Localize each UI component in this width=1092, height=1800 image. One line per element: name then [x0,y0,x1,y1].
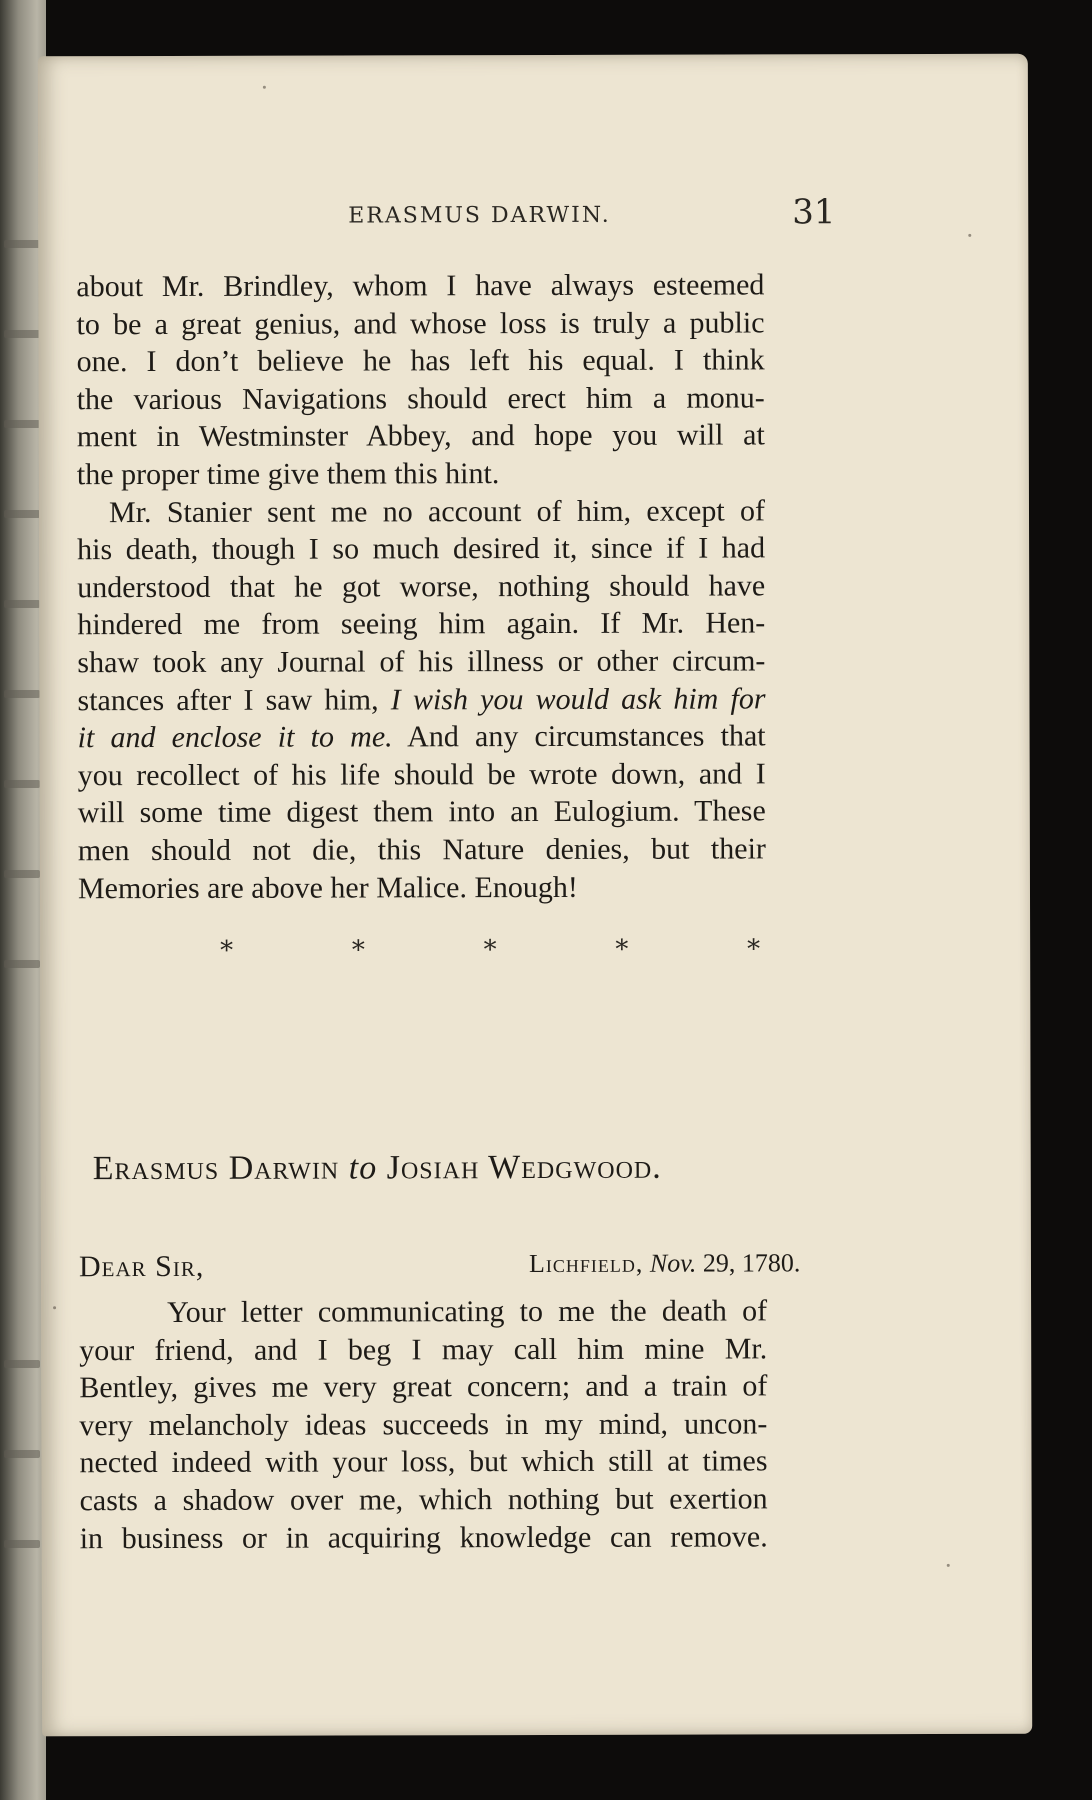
page-number: 31 [792,192,836,233]
letter-body [79,1292,768,1557]
letter-sender: Erasmus Darwin [92,1149,340,1188]
text-line: Your letter communicating to me the death of [167,1294,768,1329]
paper-speck [968,234,971,237]
text-line: the various Navigations should erect him a monu- [76,381,765,416]
separator-asterisk: * [220,935,234,966]
text-line: Bentley, gives me very great concern; and a train of [79,1369,768,1405]
dateline-place: Lichfield, [528,1248,644,1279]
paragraph-2 [77,492,766,907]
text-line: about Mr. Brindley, whom I have always esteemed [76,268,765,304]
separator-asterisk: * [615,934,629,965]
italic-text-run: it and enclose it to me. [77,720,393,755]
text-line: men should not die, this Nature denies, but their [77,832,766,868]
letter-recipient: Josiah Wedgwood. [386,1148,662,1187]
italic-text-run: I wish you would ask him for [390,681,766,716]
text-line: the proper time give them this hint. [76,457,500,492]
section-separator [220,934,760,965]
text-line: one. I don’t believe he has left his equal. I think [76,343,765,379]
text-line: your friend, and I beg I may call him mine Mr. [79,1331,768,1367]
bleed-through-mark [4,780,40,788]
text-line: casts a shadow over me, which nothing but exertion [79,1482,768,1518]
text-line [78,718,766,757]
bleed-through-mark [4,510,40,518]
text-run: And any circumstances that [392,719,766,754]
bleed-through-mark [4,600,40,608]
dateline [529,1248,800,1279]
dateline-month: Nov. [649,1248,697,1278]
separator-asterisk: * [351,935,365,966]
salutation-row [78,1248,809,1284]
separator-asterisk: * [483,935,497,966]
paragraph-1 [76,266,765,493]
text-line: to be a great genius, and whose loss is truly a public [76,305,765,341]
bleed-through-mark [4,690,40,698]
paper-speck [263,86,266,89]
text-line: very melancholy ideas succeeds in my mind, uncon- [79,1407,768,1442]
running-head: ERASMUS DARWIN. [348,202,611,229]
text-line: ment in Westminster Abbey, and hope you will at [76,418,765,454]
bleed-through-mark [4,1360,40,1368]
text-line: his death, though I so much desired it, since if I had [77,531,766,567]
text-line: shaw took any Journal of his illness or other circum- [77,644,766,680]
bleed-through-mark [4,420,40,428]
letter-continuation-text [76,266,766,907]
text-line: will some time digest them into an Eulogium. These [77,794,766,830]
book-page [38,54,1032,1737]
bleed-through-mark [4,1450,40,1458]
letter-heading [93,1148,793,1188]
bleed-through-mark [4,960,40,968]
text-line: in business or in acquiring knowledge can remove. [79,1519,768,1555]
text-line: nected indeed with your loss, but which still at times [79,1444,768,1480]
paper-speck [53,1306,56,1309]
bleed-through-mark [4,240,40,248]
separator-asterisk: * [747,934,761,965]
text-run: stances after I saw him, [77,682,391,717]
text-line [77,680,765,719]
text-line: Memories are above her Malice. Enough! [77,870,578,905]
dateline-date: 29, 1780. [702,1248,801,1278]
bleed-through-mark [4,1540,40,1548]
paper-speck [947,1564,950,1567]
text-line: Mr. Stanier sent me no account of him, except of [108,493,766,529]
letter-heading-to: to [348,1149,378,1187]
text-line: you recollect of his life should be wrote down, and I [77,757,766,792]
bleed-through-mark [4,870,40,878]
bleed-through-mark [4,330,40,338]
text-line: understood that he got worse, nothing should have [77,569,766,604]
text-line: hindered me from seeing him again. If Mr. Hen- [77,606,766,642]
salutation: Dear Sir, [78,1249,205,1284]
